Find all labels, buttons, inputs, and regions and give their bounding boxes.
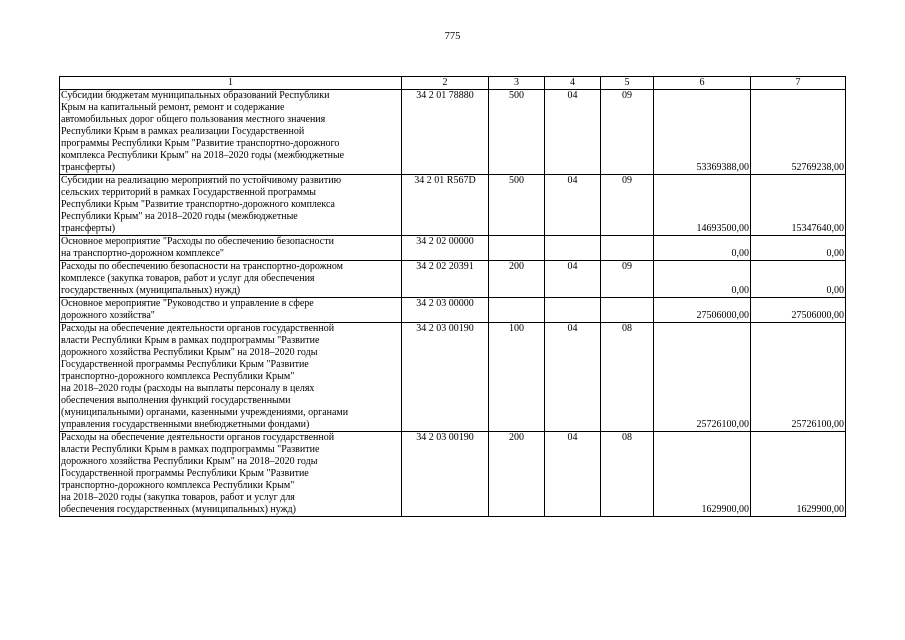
description-line: на 2018–2020 годы (закупка товаров, работ и услуг для bbox=[61, 492, 295, 503]
description-line: обеспечения государственных (муниципальных) нужд) bbox=[61, 504, 296, 515]
table-row bbox=[60, 432, 846, 517]
row-code: 34 2 03 00190 bbox=[402, 323, 489, 432]
header-col-2: 2 bbox=[402, 77, 489, 90]
row-amount-col-7: 27506000,00 bbox=[751, 298, 846, 323]
row-col-4: 04 bbox=[545, 90, 601, 175]
description-line: дорожного хозяйства" bbox=[61, 310, 155, 321]
row-col-3 bbox=[489, 236, 545, 261]
description-line: Расходы по обеспечению безопасности на транспортно-дорожном bbox=[61, 261, 343, 272]
row-code: 34 2 03 00000 bbox=[402, 298, 489, 323]
row-code: 34 2 01 78880 bbox=[402, 90, 489, 175]
row-code: 34 2 02 00000 bbox=[402, 236, 489, 261]
row-col-5: 09 bbox=[601, 175, 654, 236]
description-line: комплекса Республики Крым" на 2018–2020 годы (межбюджетные bbox=[61, 150, 345, 161]
row-col-3: 500 bbox=[489, 90, 545, 175]
table-row bbox=[60, 90, 846, 175]
description-line: транспортно-дорожного комплекса Республики Крым" bbox=[61, 371, 295, 382]
row-amount-col-6: 1629900,00 bbox=[654, 432, 751, 517]
row-col-5: 08 bbox=[601, 432, 654, 517]
page-number: 775 bbox=[444, 31, 461, 42]
description-line: управления государственными внебюджетными фондами) bbox=[61, 419, 310, 430]
header-col-7: 7 bbox=[751, 77, 846, 90]
row-description bbox=[60, 90, 402, 175]
budget-table bbox=[59, 76, 846, 517]
description-line: власти Республики Крым в рамках подпрограммы "Развитие bbox=[61, 444, 320, 455]
description-line: обеспечения выполнения функций государственными bbox=[61, 395, 291, 406]
row-description bbox=[60, 175, 402, 236]
description-line: Субсидии на реализацию мероприятий по устойчивому развитию bbox=[61, 175, 342, 186]
description-line: Основное мероприятие "Руководство и управление в сфере bbox=[61, 298, 314, 309]
header-col-1: 1 bbox=[60, 77, 402, 90]
row-col-5: 09 bbox=[601, 261, 654, 298]
row-code: 34 2 03 00190 bbox=[402, 432, 489, 517]
description-line: Государственной программы Республики Крым "Развитие bbox=[61, 468, 309, 479]
row-description bbox=[60, 261, 402, 298]
row-col-4: 04 bbox=[545, 323, 601, 432]
description-line: сельских территорий в рамках Государственной программы bbox=[61, 187, 317, 198]
row-amount-col-6: 0,00 bbox=[654, 261, 751, 298]
description-line: Крым на капитальный ремонт, ремонт и содержание bbox=[61, 102, 285, 113]
row-col-3: 200 bbox=[489, 261, 545, 298]
table-body bbox=[60, 90, 846, 517]
row-col-4: 04 bbox=[545, 175, 601, 236]
description-line: автомобильных дорог общего пользования местного значения bbox=[61, 114, 326, 125]
header-col-3: 3 bbox=[489, 77, 545, 90]
row-col-3: 500 bbox=[489, 175, 545, 236]
table-row bbox=[60, 175, 846, 236]
description-line: дорожного хозяйства Республики Крым" на 2018–2020 годы bbox=[61, 347, 318, 358]
row-amount-col-6: 0,00 bbox=[654, 236, 751, 261]
table-row bbox=[60, 236, 846, 261]
description-line: на транспортно-дорожном комплексе" bbox=[61, 248, 224, 259]
description-line: Основное мероприятие "Расходы по обеспечению безопасности bbox=[61, 236, 334, 247]
row-amount-col-7: 25726100,00 bbox=[751, 323, 846, 432]
row-col-5: 09 bbox=[601, 90, 654, 175]
description-line: власти Республики Крым в рамках подпрограммы "Развитие bbox=[61, 335, 320, 346]
row-description bbox=[60, 298, 402, 323]
row-description bbox=[60, 432, 402, 517]
header-col-6: 6 bbox=[654, 77, 751, 90]
description-line: программы Республики Крым "Развитие транспортно-дорожного bbox=[61, 138, 340, 149]
row-col-4: 04 bbox=[545, 261, 601, 298]
row-amount-col-7: 52769238,00 bbox=[751, 90, 846, 175]
description-line: дорожного хозяйства Республики Крым" на 2018–2020 годы bbox=[61, 456, 318, 467]
table-row bbox=[60, 323, 846, 432]
row-col-5: 08 bbox=[601, 323, 654, 432]
row-col-3 bbox=[489, 298, 545, 323]
row-col-5 bbox=[601, 298, 654, 323]
row-col-4 bbox=[545, 236, 601, 261]
row-amount-col-6: 27506000,00 bbox=[654, 298, 751, 323]
row-col-3: 200 bbox=[489, 432, 545, 517]
row-amount-col-7: 0,00 bbox=[751, 261, 846, 298]
header-col-5: 5 bbox=[601, 77, 654, 90]
row-amount-col-6: 53369388,00 bbox=[654, 90, 751, 175]
row-amount-col-6: 25726100,00 bbox=[654, 323, 751, 432]
description-line: Субсидии бюджетам муниципальных образований Республики bbox=[61, 90, 330, 101]
description-line: государственных (муниципальных) нужд) bbox=[61, 285, 241, 296]
description-line: на 2018–2020 годы (расходы на выплаты персоналу в целях bbox=[61, 383, 315, 394]
description-line: Расходы на обеспечение деятельности органов государственной bbox=[61, 323, 335, 334]
row-code: 34 2 01 R567D bbox=[402, 175, 489, 236]
row-code: 34 2 02 20391 bbox=[402, 261, 489, 298]
description-line: трансферты) bbox=[61, 223, 116, 234]
row-col-4 bbox=[545, 298, 601, 323]
table-row bbox=[60, 261, 846, 298]
description-line: Республики Крым" на 2018–2020 годы (межбюджетные bbox=[61, 211, 298, 222]
row-col-4: 04 bbox=[545, 432, 601, 517]
table-row bbox=[60, 298, 846, 323]
row-col-5 bbox=[601, 236, 654, 261]
description-line: Государственной программы Республики Крым "Развитие bbox=[61, 359, 309, 370]
header-row bbox=[60, 77, 846, 90]
description-line: Республики Крым в рамках реализации Государственной bbox=[61, 126, 305, 137]
row-description bbox=[60, 236, 402, 261]
description-line: (муниципальными) органами, казенными учреждениями, органами bbox=[61, 407, 349, 418]
row-amount-col-7: 0,00 bbox=[751, 236, 846, 261]
row-amount-col-7: 15347640,00 bbox=[751, 175, 846, 236]
row-amount-col-7: 1629900,00 bbox=[751, 432, 846, 517]
description-line: трансферты) bbox=[61, 162, 116, 173]
description-line: Республики Крым "Развитие транспортно-дорожного комплекса bbox=[61, 199, 335, 210]
row-col-3: 100 bbox=[489, 323, 545, 432]
description-line: Расходы на обеспечение деятельности органов государственной bbox=[61, 432, 335, 443]
row-amount-col-6: 14693500,00 bbox=[654, 175, 751, 236]
row-description bbox=[60, 323, 402, 432]
description-line: комплексе (закупка товаров, работ и услуг для обеспечения bbox=[61, 273, 315, 284]
description-line: транспортно-дорожного комплекса Республики Крым" bbox=[61, 480, 295, 491]
header-col-4: 4 bbox=[545, 77, 601, 90]
